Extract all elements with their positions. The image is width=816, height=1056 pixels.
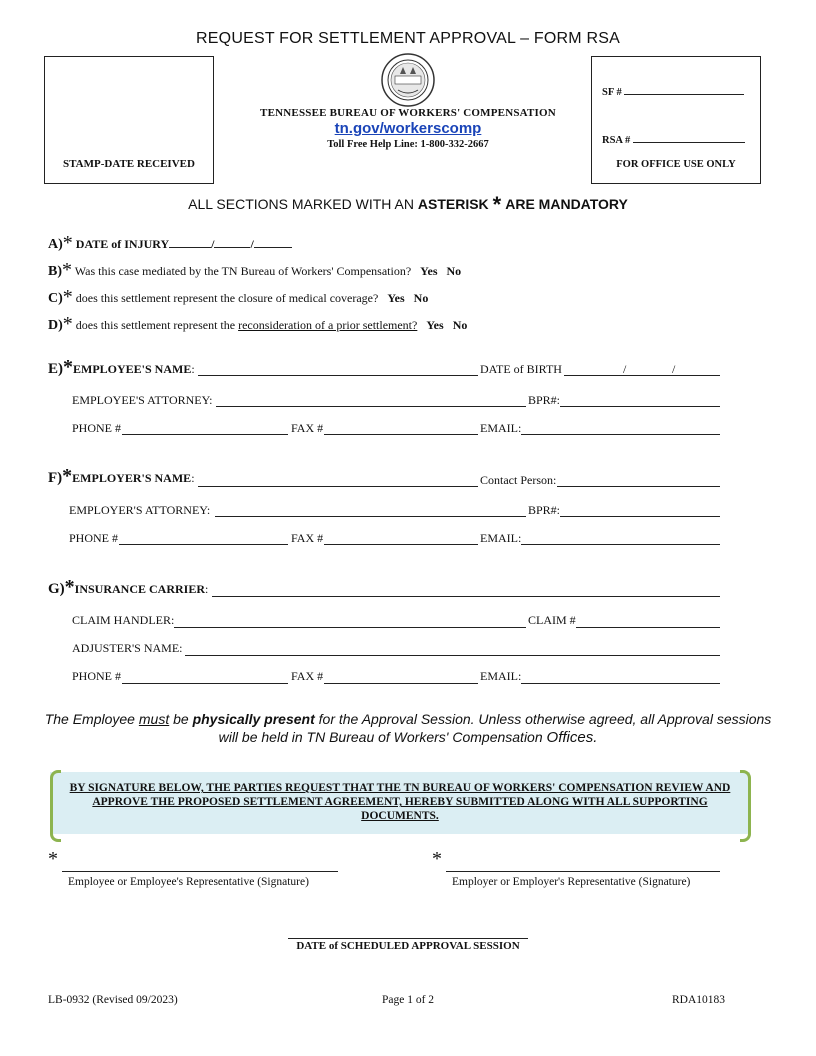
employee-email-label: EMAIL:	[480, 421, 522, 435]
insurance-carrier-label: G)*INSURANCE CARRIER:	[48, 576, 209, 598]
question-c: C)* does this settlement represent the closure of medical coverage? Yes No	[48, 286, 429, 308]
sf-number-field[interactable]: SF #	[602, 87, 747, 98]
employer-email-input[interactable]	[521, 544, 720, 545]
employee-dob-label: DATE of BIRTH	[480, 362, 562, 376]
employee-bpr-input[interactable]	[560, 406, 720, 407]
carrier-phone-label: PHONE #	[72, 669, 122, 683]
employer-phone-label: PHONE #	[69, 531, 119, 545]
approval-date-input[interactable]	[288, 938, 528, 939]
employee-name-label: E)*EMPLOYEE'S NAME:	[48, 356, 195, 378]
employer-attorney-label: EMPLOYER'S ATTORNEY:	[69, 503, 211, 517]
mediated-yes-option[interactable]: Yes	[420, 264, 438, 278]
carrier-fax-label: FAX #	[291, 669, 324, 683]
page-title: REQUEST FOR SETTLEMENT APPROVAL – FORM RSA	[196, 30, 620, 47]
mediated-no-option[interactable]: No	[446, 264, 462, 278]
injury-month-input[interactable]	[169, 247, 211, 248]
mandatory-notice: ALL SECTIONS MARKED WITH AN ASTERISK * ARE MANDATORY	[188, 192, 628, 217]
employer-fax-input[interactable]	[324, 544, 478, 545]
office-use-label: FOR OFFICE USE ONLY	[616, 159, 736, 170]
employer-fax-label: FAX #	[291, 531, 324, 545]
employee-dob-input[interactable]	[564, 375, 720, 376]
claim-number-input[interactable]	[576, 627, 720, 628]
employer-signature-label: Employer or Employer's Representative (Signature)	[452, 876, 691, 888]
question-a: A)* DATE of INJURY / /	[48, 232, 292, 255]
bureau-name: TENNESSEE BUREAU OF WORKERS' COMPENSATION	[260, 107, 556, 119]
employee-name-input[interactable]	[198, 375, 478, 376]
employer-phone-input[interactable]	[119, 544, 288, 545]
page-number: Page 1 of 2	[381, 994, 435, 1006]
adjuster-name-input[interactable]	[185, 655, 720, 656]
claim-handler-input[interactable]	[174, 627, 526, 628]
stamp-date-label: STAMP-DATE RECEIVED	[63, 158, 195, 170]
employer-attorney-input[interactable]	[215, 516, 526, 517]
injury-day-input[interactable]	[214, 247, 250, 248]
employee-signature-star: *	[48, 848, 58, 870]
dob-slash-1: /	[623, 362, 627, 376]
employer-name-label: F)*EMPLOYER'S NAME:	[48, 465, 195, 487]
claim-handler-label: CLAIM HANDLER:	[72, 613, 175, 627]
medical-closure-no-option[interactable]: No	[413, 291, 429, 305]
question-d: D)* does this settlement represent the reconsideration of a prior settlement? Yes No	[48, 313, 468, 335]
form-code: RDA10183	[672, 994, 726, 1006]
right-bracket	[740, 770, 751, 842]
employer-name-input[interactable]	[198, 486, 478, 487]
employee-email-input[interactable]	[521, 434, 720, 435]
injury-year-input[interactable]	[254, 247, 292, 248]
carrier-phone-input[interactable]	[122, 683, 288, 684]
dob-slash-2: /	[672, 362, 676, 376]
insurance-carrier-input[interactable]	[212, 596, 720, 597]
reconsideration-yes-option[interactable]: Yes	[426, 318, 444, 332]
employee-fax-label: FAX #	[291, 421, 324, 435]
employee-attorney-input[interactable]	[216, 406, 526, 407]
employee-fax-input[interactable]	[324, 434, 478, 435]
employer-bpr-input[interactable]	[560, 516, 720, 517]
help-line: Toll Free Help Line: 1-800-332-2667	[327, 139, 489, 150]
employee-phone-label: PHONE #	[72, 421, 122, 435]
employee-signature-label: Employee or Employee's Representative (Signature)	[68, 876, 309, 888]
approval-session-note: The Employee must be physically present for the Approval Session. Unless otherwise agreed, all Approval sessions will be held in TN Bureau of Workers' Compensation Offices.	[44, 711, 772, 746]
carrier-email-label: EMAIL:	[480, 669, 522, 683]
office-use-box	[591, 56, 761, 184]
carrier-email-input[interactable]	[521, 683, 720, 684]
form-id: LB-0932 (Revised 09/2023)	[48, 994, 178, 1006]
signature-statement: BY SIGNATURE BELOW, THE PARTIES REQUEST THAT THE TN BUREAU OF WORKERS' COMPENSATION REVIEW AND APPROVE THE PROPOSED SETTLEMENT AGREEMENT, HEREBY SUBMITTED ALONG WITH ALL SUPPORTING DOCUMENTS.	[69, 782, 731, 822]
employee-phone-input[interactable]	[122, 434, 288, 435]
question-b: B)* Was this case mediated by the TN Bureau of Workers' Compensation? Yes No	[48, 259, 462, 281]
contact-person-label: Contact Person:	[480, 473, 557, 487]
employer-bpr-label: BPR#:	[528, 503, 561, 517]
contact-person-input[interactable]	[557, 486, 720, 487]
approval-date-label: DATE of SCHEDULED APPROVAL SESSION	[296, 940, 520, 952]
carrier-fax-input[interactable]	[324, 683, 478, 684]
employer-signature-star: *	[432, 848, 442, 870]
medical-closure-yes-option[interactable]: Yes	[387, 291, 405, 305]
employer-email-label: EMAIL:	[480, 531, 522, 545]
adjuster-name-label: ADJUSTER'S NAME:	[72, 641, 183, 655]
employer-signature-input[interactable]	[446, 871, 720, 872]
employee-attorney-label: EMPLOYEE'S ATTORNEY:	[72, 393, 213, 407]
employee-bpr-label: BPR#:	[528, 393, 561, 407]
claim-number-label: CLAIM #	[528, 613, 576, 627]
employee-signature-input[interactable]	[62, 871, 338, 872]
reconsideration-no-option[interactable]: No	[452, 318, 468, 332]
state-seal-icon	[380, 52, 436, 108]
website-link[interactable]: tn.gov/workerscomp	[334, 120, 482, 137]
rsa-number-field[interactable]: RSA #	[602, 135, 747, 146]
